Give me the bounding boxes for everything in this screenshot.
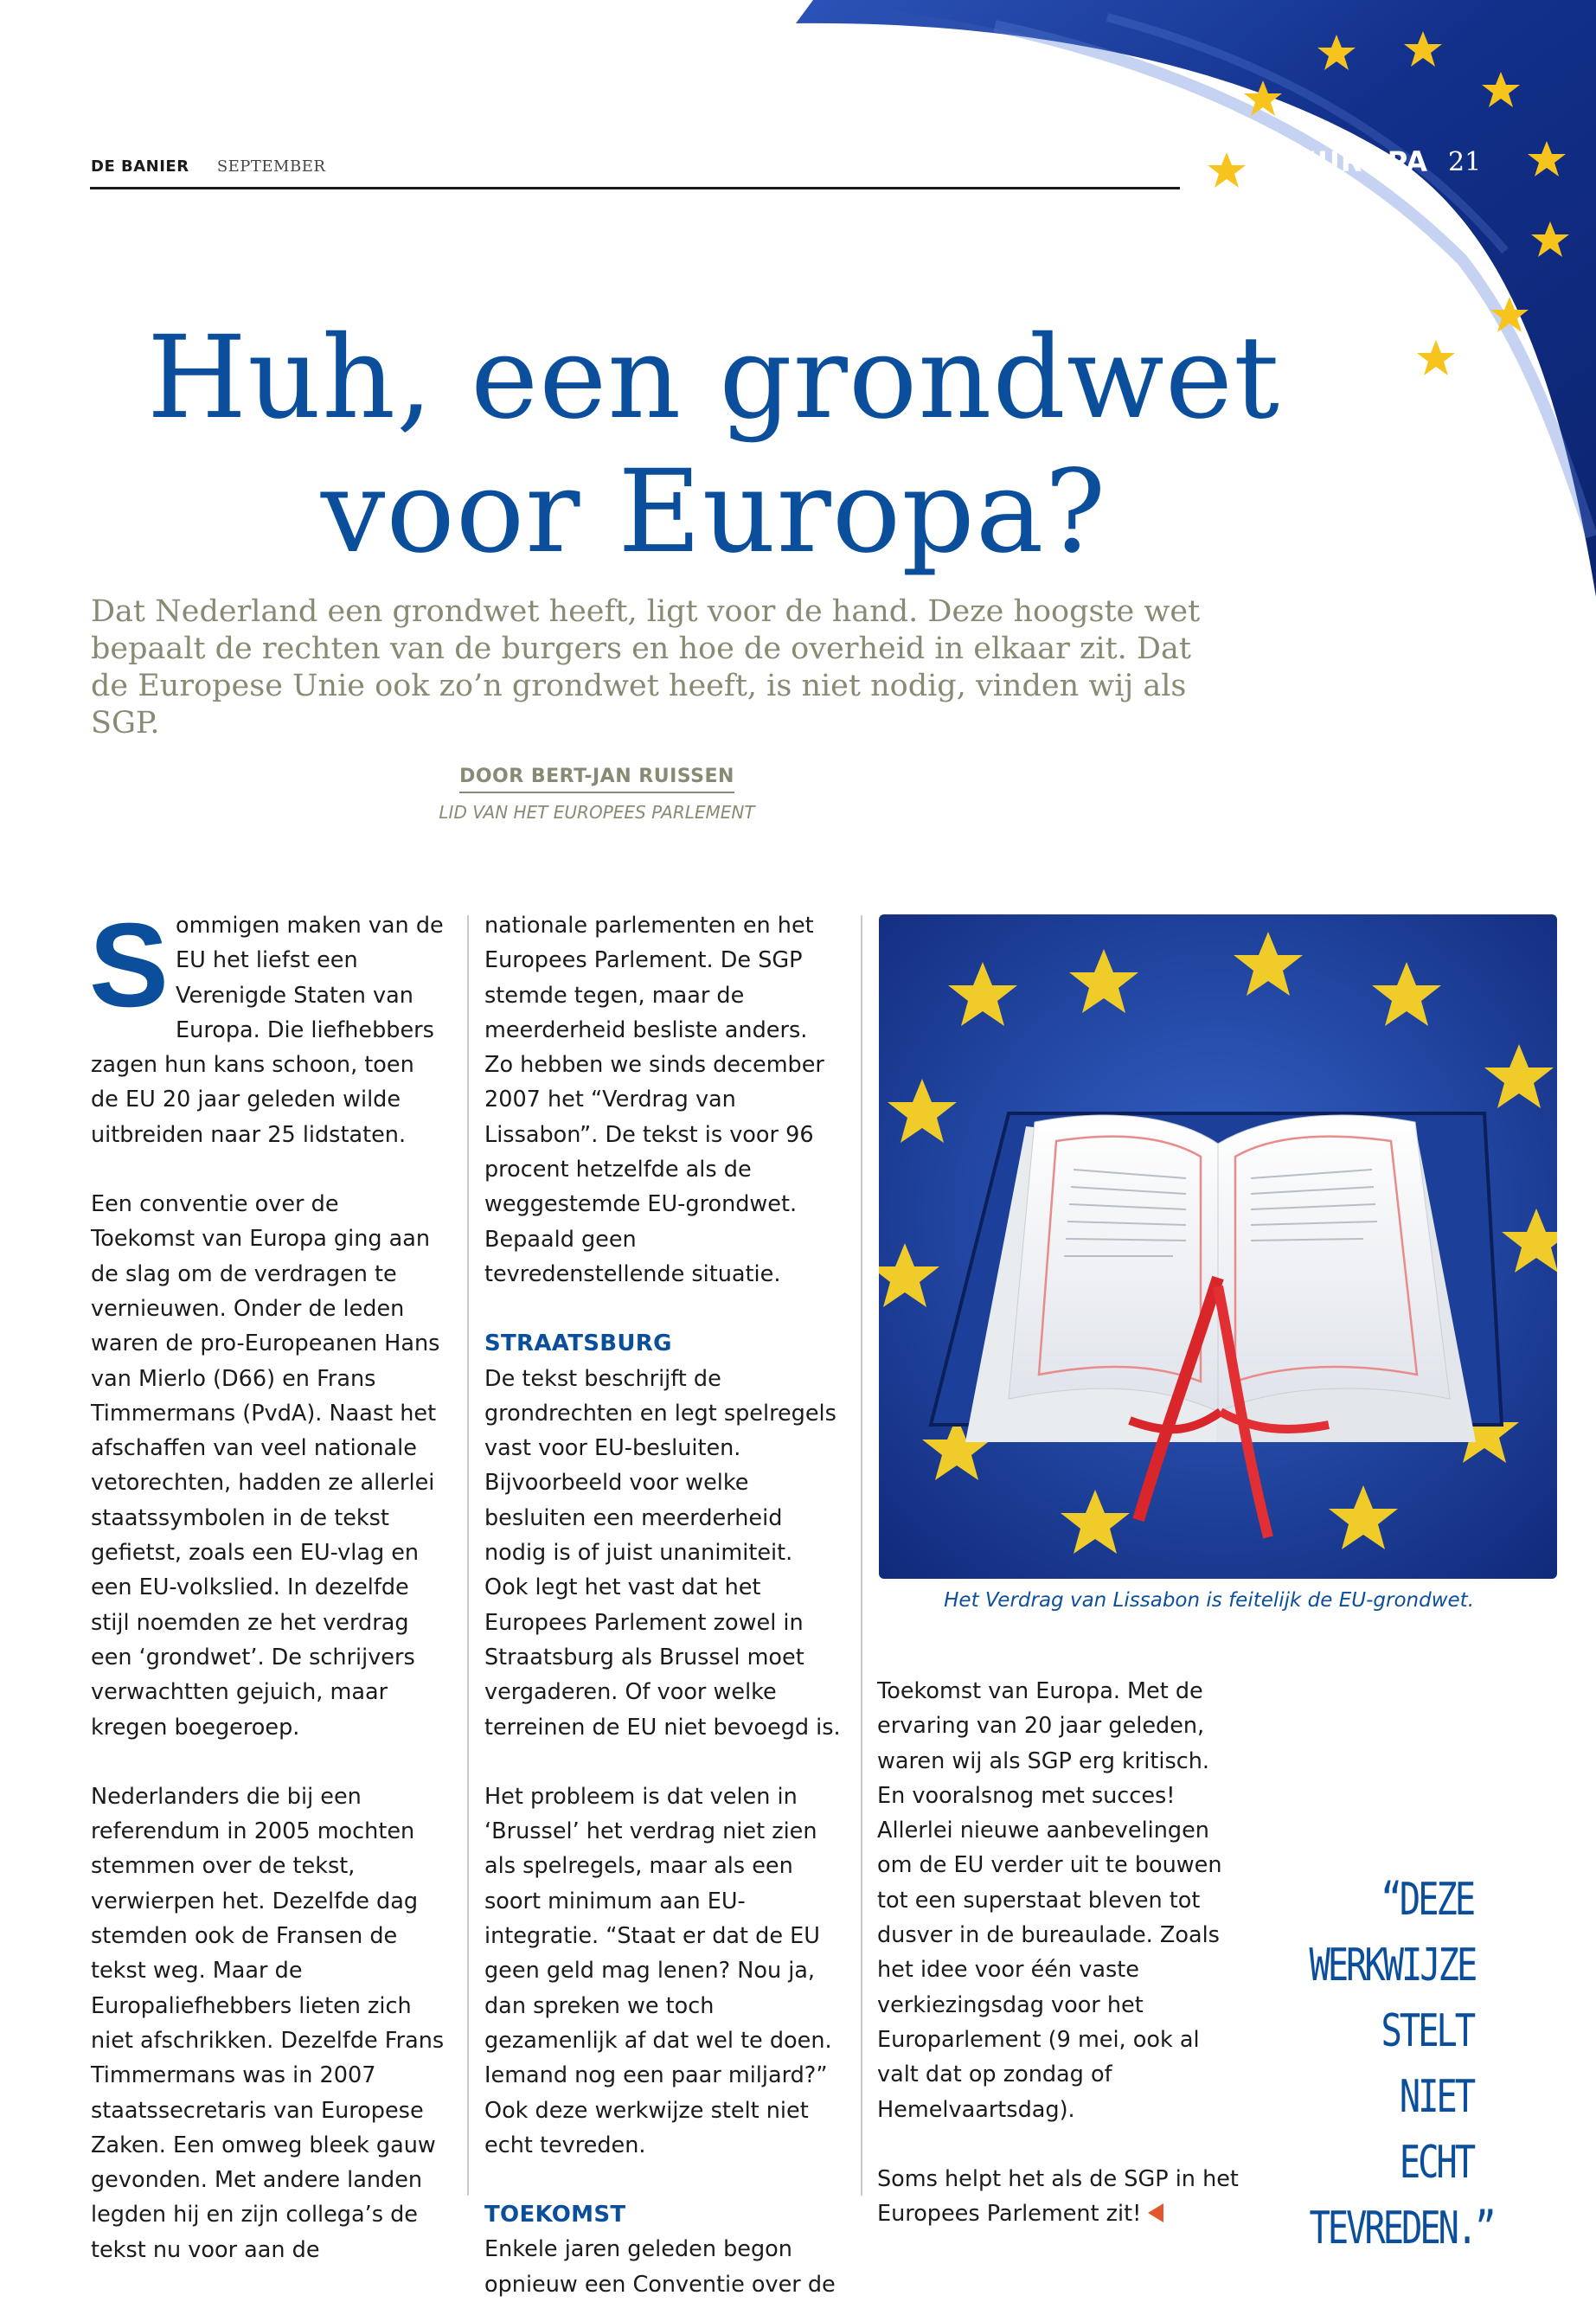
section-label: EUROPA	[1298, 145, 1428, 178]
paragraph: nationale parlementen en het Europees Parlement. De SGP stemde tegen, maar de meerderheid besliste anders. Zo hebben we sinds december 2007 het “Verdrag van Lissabon”. De tekst is voor 96 procent hetzelfde als de weggestemde EU-grondwet. Bepaald geen tevredenstellende situatie.	[484, 913, 824, 1287]
star-icon	[1417, 340, 1455, 375]
triangle-left-icon	[1148, 2203, 1163, 2222]
pull-quote-line: WERKWIJZE	[1309, 1940, 1476, 1991]
paragraph: Nederlanders die bij een referendum in 2005 mochten stemmen over de tekst, verwierpen het. Dezelfde dag stemden ook de Fransen de tekst weg. Maar de Europaliefhebbers lieten zich niet afschrikken. Dezelfde Frans Timmermans was in 2007 staatssecretaris van Europese Zaken. Een omweg bleek gauw gevonden. Met andere landen legden hij en zijn collega’s de tekst nu voor aan de	[91, 1783, 445, 2263]
subheading-toekomst: TOEKOMST	[484, 2202, 626, 2228]
article-title	[69, 311, 1358, 580]
article-lead: Dat Nederland een grondwet heeft, ligt voor de hand. Deze hoogste wet bepaalt de rechten van de burgers en hoe de overheid in elkaar zit. Dat de Europese Unie ook zo’n grondwet heeft, is niet nodig, vinden wij als SGP.	[91, 594, 1201, 741]
paragraph	[877, 2162, 1240, 2232]
photo-open-book-on-eu-flag	[879, 914, 1557, 1579]
paragraph-text: Soms helpt het als de SGP in het Europees Parlement zit!	[877, 2165, 1239, 2228]
pull-quote-line: “DEZE	[1381, 1874, 1473, 1926]
photo-caption: Het Verdrag van Lissabon is feitelijk de EU-grondwet.	[944, 1589, 1474, 1612]
drop-cap: S	[89, 899, 170, 1032]
article-column-1	[89, 899, 447, 2267]
paragraph: Een conventie over de Toekomst van Europa ging aan de slag om de verdragen te vernieuwen. Onder de leden waren de pro-Europeanen Hans van Mierlo (D66) en Frans Timmermans (PvdA). Naast het afschaffen van veel nationale vetorechten, hadden ze allerlei staatssymbolen in de tekst gefietst, zoals een EU-vlag en een EU-volkslied. In dezelfde stijl noemden ze het verdrag een ‘grondwet’. De schrijvers verwachtten gejuich, maar kregen boegeroep.	[91, 1191, 440, 1741]
header-rule	[90, 187, 1180, 189]
author-role: LID VAN HET EUROPEES PARLEMENT	[439, 802, 755, 823]
running-header	[91, 157, 325, 176]
byline	[363, 766, 830, 823]
title-line-2: voor Europa?	[320, 446, 1107, 579]
column-divider	[467, 915, 469, 2196]
pull-quote	[1309, 1867, 1494, 2261]
publication-name: DE BANIER	[91, 157, 189, 176]
article-column-2	[484, 908, 841, 2302]
paragraph-text: ommigen maken van de EU het liefst een Verenigde Staten van Europa. Die liefhebbers zagen hun kans schoon, toen de EU 20 jaar geleden wilde uitbreiden naar 25 lidstaten.	[91, 913, 444, 1148]
article-column-3	[877, 1674, 1240, 2231]
issue-month: SEPTEMBER	[216, 157, 326, 176]
pull-quote-line: TEVREDEN.”	[1309, 2203, 1494, 2254]
paragraph: Het probleem is dat velen in ‘Brussel’ het verdrag niet zien als spelregels, maar als een soort minimum aan EU-integratie. “Staat er dat de EU geen geld mag lenen? Nou ja, dan spreken we toch gezamenlijk af dat wel te doen. Iemand nog een paar miljard?” Ook deze werkwijze stelt niet echt tevreden.	[484, 1783, 832, 2158]
page-number: 21	[1448, 147, 1482, 177]
title-line-1: Huh, een grondwet	[147, 311, 1280, 445]
subheading-straatsburg: STRAATSBURG	[484, 1331, 672, 1357]
paragraph: Enkele jaren geleden begon opnieuw een Conventie over de	[484, 2236, 836, 2298]
paragraph	[89, 899, 447, 1152]
pull-quote-line: STELT	[1381, 2005, 1473, 2057]
column-divider	[861, 915, 862, 2196]
article-photo	[879, 914, 1557, 1579]
paragraph: Toekomst van Europa. Met de ervaring van 20 jaar geleden, waren wij als SGP erg kritisch. En vooralsnog met succes! Allerlei nieuwe aanbevelingen om de EU verder uit te bouwen tot een superstaat bleven tot dusver in de bureaulade. Zoals het idee voor één vaste verkiezingsdag voor het Europarlement (9 mei, ook al valt dat op zondag of Hemelvaartsdag).	[877, 1678, 1222, 2123]
paragraph: De tekst beschrijft de grondrechten en legt spelregels vast voor EU-besluiten. Bijvoorbeeld voor welke besluiten een meerderheid nodig is of juist unanimiteit. Ook legt het vast dat het Europees Parlement zowel in Straatsburg als Brussel moet vergaderen. Of voor welke terreinen de EU niet bevoegd is.	[484, 1365, 841, 1741]
author-name: DOOR BERT-JAN RUISSEN	[459, 766, 734, 793]
star-icon	[1208, 152, 1246, 188]
pull-quote-line: NIET ECHT	[1399, 2071, 1473, 2189]
